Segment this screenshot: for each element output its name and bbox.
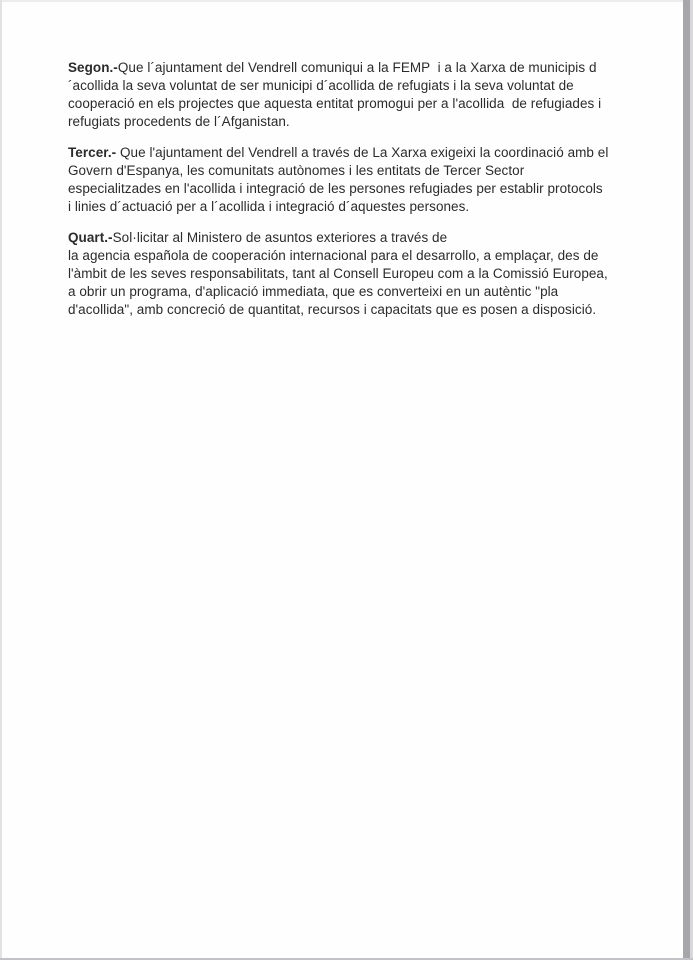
paragraph-segon-label: Segon.- — [68, 60, 118, 75]
paragraph-first-line — [68, 229, 653, 247]
paragraph-line: a obrir un programa, d'aplicació immediata, que es converteixi en un autèntic "pla — [68, 284, 559, 299]
paragraph-line: Govern d'Espanya, les comunitats autònomes i les entitats de Tercer Sector — [68, 163, 525, 178]
paragraph-line: cooperació en els projectes que aquesta entitat promogui per a l'acollida de refugiades i — [68, 96, 602, 111]
paragraph-segon — [68, 59, 653, 131]
paragraph-line-text: Que l'ajuntament del Vendrell a través de La Xarxa exigeixi la coordinació amb el — [116, 145, 609, 160]
document-text-block — [68, 59, 653, 332]
paragraph-quart-label: Quart.- — [68, 230, 113, 245]
paragraph-tercer-label: Tercer.- — [68, 145, 117, 160]
paragraph-line: i linies d´actuació per a l´acollida i integració d´aquestes persones. — [68, 199, 470, 214]
paragraph-line: l'àmbit de les seves responsabilitats, tant al Consell Europeu com a la Comissió Europea, — [68, 266, 608, 281]
scan-edge-top — [0, 0, 693, 2]
paragraph-quart — [68, 229, 653, 319]
scan-edge-left — [0, 0, 2, 960]
scan-edge-right-dark — [683, 0, 690, 960]
paragraph-first-line — [68, 144, 653, 162]
paragraph-line: la agencia española de cooperación internacional para el desarrollo, a emplaçar, des de — [68, 248, 599, 263]
paragraph-line: especialitzades en l'acollida i integració de les persones refugiades per establir protocols — [68, 181, 603, 196]
paragraph-line: d'acollida", amb concreció de quantitat, recursos i capacitats que es posen a disposició. — [68, 302, 597, 317]
paragraph-line-text: Que l´ajuntament del Vendrell comuniqui a la FEMP i a la Xarxa de municipis d — [117, 60, 597, 75]
paragraph-tercer — [68, 144, 653, 216]
paragraph-line: refugiats procedents de l´Afganistan. — [68, 114, 290, 129]
paragraph-first-line — [68, 59, 653, 77]
paragraph-line-text: Sol·licitar al Ministero de asuntos exteriores a través de — [112, 230, 448, 245]
paragraph-line: ´acollida la seva voluntat de ser municipi d´acollida de refugiats i la seva voluntat de — [68, 78, 574, 93]
